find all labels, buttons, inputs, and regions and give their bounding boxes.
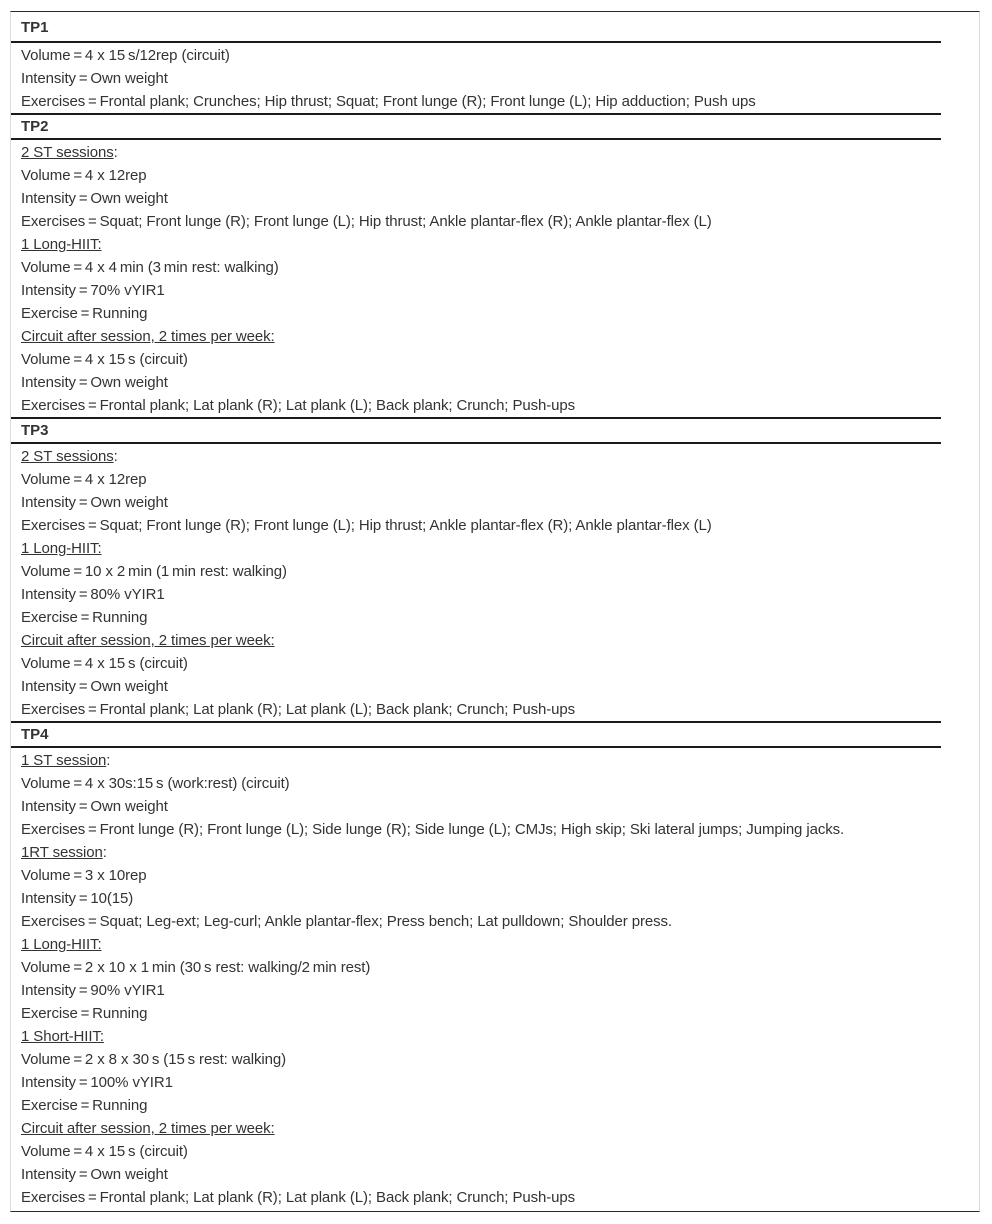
row-text: Exercise = Running xyxy=(21,609,148,626)
section-body-tp4 xyxy=(11,748,941,1209)
table-row xyxy=(21,233,941,256)
row-text: Intensity = Own weight xyxy=(21,70,168,87)
table-row xyxy=(21,141,941,164)
subheading-label: 1 ST session xyxy=(21,752,107,769)
row-text: Volume = 4 x 30s:15 s (work:rest) (circuit) xyxy=(21,775,290,792)
row-text: Exercise = Running xyxy=(21,1097,148,1114)
subheading-colon: : xyxy=(113,448,118,465)
table-row xyxy=(21,979,941,1002)
table-row xyxy=(21,514,941,537)
subheading-label: 1 Long-HIIT: xyxy=(21,936,102,953)
table-row xyxy=(21,864,941,887)
row-text: Intensity = Own weight xyxy=(21,190,168,207)
table-row xyxy=(21,371,941,394)
section-body-tp2 xyxy=(11,140,941,417)
table-row xyxy=(21,652,941,675)
table-row xyxy=(21,491,941,514)
row-text: Volume = 4 x 15 s (circuit) xyxy=(21,351,188,368)
table-row xyxy=(21,67,941,90)
subheading-label: 2 ST sessions xyxy=(21,144,114,161)
row-text: Volume = 3 x 10rep xyxy=(21,867,147,884)
row-text: Exercises = Frontal plank; Lat plank (R); Lat plank (L); Back plank; Crunch; Push-ups xyxy=(21,397,576,414)
row-text: Intensity = 100% vYIR1 xyxy=(21,1074,173,1091)
table-row xyxy=(21,772,941,795)
row-text: Volume = 2 x 8 x 30 s (15 s rest: walking) xyxy=(21,1051,287,1068)
table-row xyxy=(21,279,941,302)
table-row xyxy=(21,795,941,818)
subheading-label: 1 Long-HIIT: xyxy=(21,540,102,557)
subheading-label: 1 Short-HIIT: xyxy=(21,1028,104,1045)
table-row xyxy=(21,210,941,233)
table-row xyxy=(21,933,941,956)
table-row xyxy=(21,445,941,468)
row-text: Exercises = Frontal plank; Lat plank (R); Lat plank (L); Back plank; Crunch; Push-ups xyxy=(21,701,576,718)
row-text: Exercise = Running xyxy=(21,1005,148,1022)
row-text: Intensity = 10(15) xyxy=(21,890,134,907)
row-text: Volume = 4 x 15 s/12rep (circuit) xyxy=(21,47,230,64)
table-row xyxy=(21,749,941,772)
section-title-tp3: TP3 xyxy=(11,417,941,444)
row-text: Exercises = Squat; Front lunge (R); Front lunge (L); Hip thrust; Ankle plantar-flex (R); Ankle plantar-flex (L) xyxy=(21,213,712,230)
row-text: Intensity = Own weight xyxy=(21,494,168,511)
row-text: Intensity = 90% vYIR1 xyxy=(21,982,165,999)
table-row xyxy=(21,187,941,210)
row-text: Exercises = Frontal plank; Crunches; Hip thrust; Squat; Front lunge (R); Front lunge (L); Hip adduction; Push ups xyxy=(21,93,756,110)
table-row xyxy=(21,560,941,583)
row-text: Volume = 4 x 12rep xyxy=(21,471,147,488)
row-text: Volume = 4 x 12rep xyxy=(21,167,147,184)
table-row xyxy=(21,1186,941,1209)
table-row xyxy=(21,302,941,325)
row-text: Exercise = Running xyxy=(21,305,148,322)
table-row xyxy=(21,164,941,187)
subheading-label: Circuit after session, 2 times per week: xyxy=(21,632,275,649)
table-row xyxy=(21,818,941,841)
row-text: Exercises = Front lunge (R); Front lunge (L); Side lunge (R); Side lunge (L); CMJs; High skip; Ski lateral jumps; Jumping jacks. xyxy=(21,821,845,838)
table-row xyxy=(21,1163,941,1186)
section-body-tp3 xyxy=(11,444,941,721)
table-row xyxy=(21,583,941,606)
row-text: Intensity = 70% vYIR1 xyxy=(21,282,165,299)
table-row xyxy=(21,1071,941,1094)
table-row xyxy=(21,629,941,652)
table-row xyxy=(21,698,941,721)
table-row xyxy=(21,1048,941,1071)
subheading-label: Circuit after session, 2 times per week: xyxy=(21,328,275,345)
subheading-label: 2 ST sessions xyxy=(21,448,114,465)
subheading-colon: : xyxy=(106,752,111,769)
table-row xyxy=(21,1025,941,1048)
subheading-colon: : xyxy=(102,844,107,861)
table-row xyxy=(21,1094,941,1117)
row-text: Exercises = Squat; Front lunge (R); Front lunge (L); Hip thrust; Ankle plantar-flex (R); Ankle plantar-flex (L) xyxy=(21,517,712,534)
table-row xyxy=(21,90,941,113)
section-title-tp1: TP1 xyxy=(11,12,941,43)
row-text: Intensity = 80% vYIR1 xyxy=(21,586,165,603)
subheading-label: 1 Long-HIIT: xyxy=(21,236,102,253)
table-row xyxy=(21,394,941,417)
row-text: Volume = 10 x 2 min (1 min rest: walking) xyxy=(21,563,287,580)
table-row xyxy=(21,887,941,910)
row-text: Exercises = Frontal plank; Lat plank (R); Lat plank (L); Back plank; Crunch; Push-ups xyxy=(21,1189,576,1206)
row-text: Intensity = Own weight xyxy=(21,798,168,815)
table-row xyxy=(21,468,941,491)
table-row xyxy=(21,675,941,698)
table-row xyxy=(21,1140,941,1163)
table-row xyxy=(21,910,941,933)
subheading-label: 1RT session xyxy=(21,844,103,861)
row-text: Volume = 4 x 15 s (circuit) xyxy=(21,1143,188,1160)
section-title-tp4: TP4 xyxy=(11,721,941,748)
subheading-colon: : xyxy=(113,144,118,161)
table-row xyxy=(21,348,941,371)
table-row xyxy=(21,1117,941,1140)
row-text: Volume = 4 x 4 min (3 min rest: walking) xyxy=(21,259,279,276)
row-text: Exercises = Squat; Leg-ext; Leg-curl; Ankle plantar-flex; Press bench; Lat pulldown; Shoulder press. xyxy=(21,913,672,930)
table-row xyxy=(21,956,941,979)
table-row xyxy=(21,537,941,560)
subheading-label: Circuit after session, 2 times per week: xyxy=(21,1120,275,1137)
row-text: Intensity = Own weight xyxy=(21,678,168,695)
row-text: Intensity = Own weight xyxy=(21,374,168,391)
section-body-tp1 xyxy=(11,43,941,113)
section-title-tp2: TP2 xyxy=(11,113,941,140)
row-text: Intensity = Own weight xyxy=(21,1166,168,1183)
training-program-table xyxy=(11,12,941,1209)
table-row xyxy=(21,256,941,279)
table-row xyxy=(21,606,941,629)
row-text: Volume = 2 x 10 x 1 min (30 s rest: walking/2 min rest) xyxy=(21,959,371,976)
table-row xyxy=(21,841,941,864)
table-row xyxy=(21,1002,941,1025)
row-text: Volume = 4 x 15 s (circuit) xyxy=(21,655,188,672)
table-row xyxy=(21,44,941,67)
table-row xyxy=(21,325,941,348)
